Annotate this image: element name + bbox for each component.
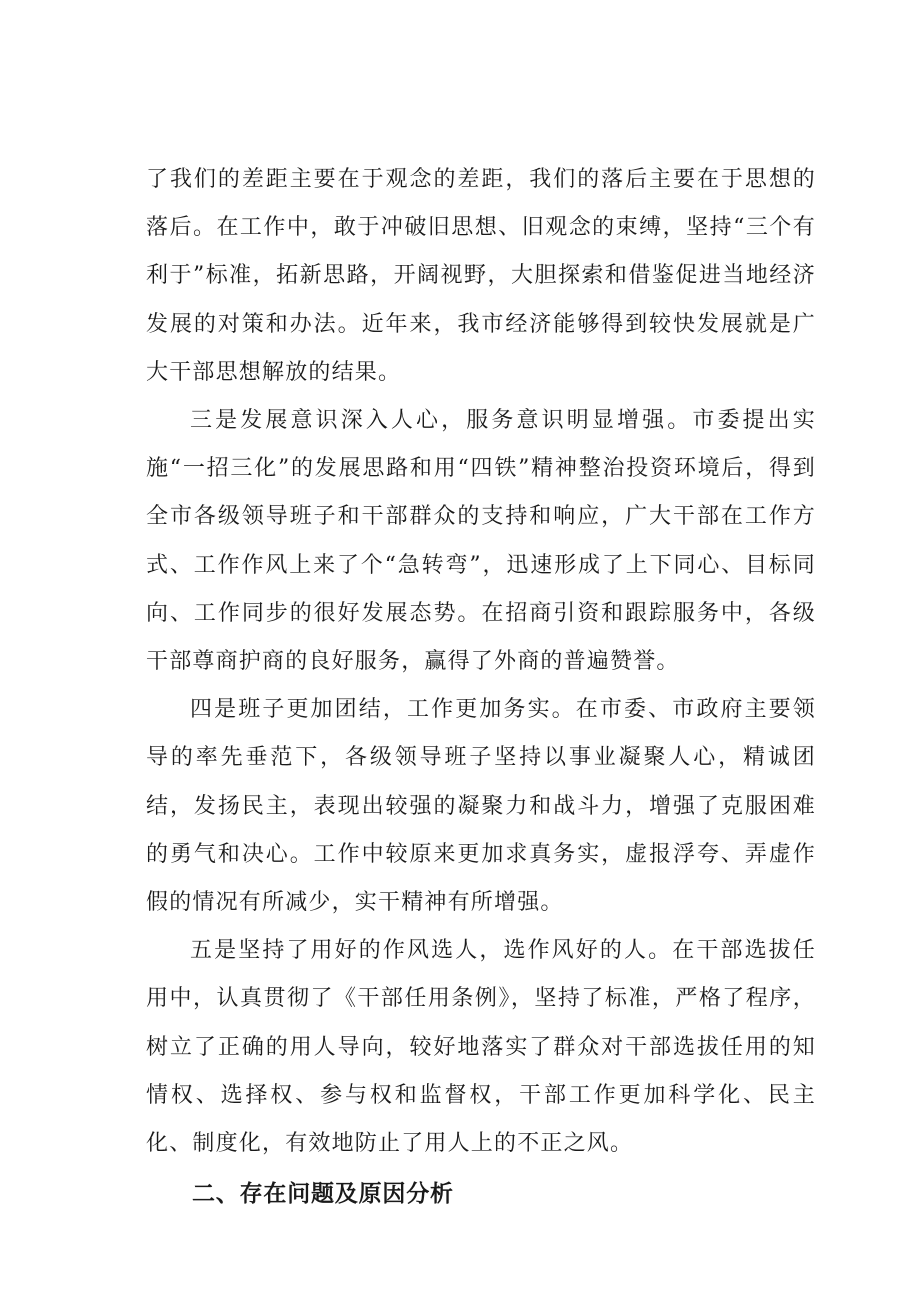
paragraph-point-five: 五是坚持了用好的作风选人，选作风好的人。在干部选拔任用中，认真贯彻了《干部任用条例》，坚持了标准，严格了程序，树立了正确的用人导向，较好地落实了群众对干部选拔任用的知情权、选择权、参与权和监督权，干部工作更加科学化、民主化、制度化，有效地防止了用人上的不正之风。 [146, 938, 816, 1157]
section-heading: 二、存在问题及原因分析 [192, 1181, 454, 1208]
paragraph-point-four: 四是班子更加团结，工作更加务实。在市委、市政府主要领导的率先垂范下，各级领导班子坚持以事业凝聚人心，精诚团结，发扬民主，表现出较强的凝聚力和战斗力，增强了克服困难的勇气和决心。工作中较原来更加求真务实，虚报浮夸、弄虚作假的情况有所减少，实干精神有所增强。 [146, 697, 816, 916]
paragraph-point-three: 三是发展意识深入人心，服务意识明显增强。市委提出实施“一招三化”的发展思路和用“四铁”精神整治投资环境后，得到全市各级领导班子和干部群众的支持和响应，广大干部在工作方式、工作作风上来了个“急转弯”，迅速形成了上下同心、目标同向、工作同步的很好发展态势。在招商引资和跟踪服务中，各级干部尊商护商的良好服务，赢得了外商的普遍赞誉。 [146, 408, 816, 675]
paragraph-continuation: 了我们的差距主要在于观念的差距，我们的落后主要在于思想的落后。在工作中，敢于冲破旧思想、旧观念的束缚，坚持“三个有利于”标准，拓新思路，开阔视野，大胆探索和借鉴促进当地经济发展的对策和办法。近年来，我市经济能够得到较快发展就是广大干部思想解放的结果。 [146, 167, 816, 385]
document-body [146, 156, 816, 1220]
